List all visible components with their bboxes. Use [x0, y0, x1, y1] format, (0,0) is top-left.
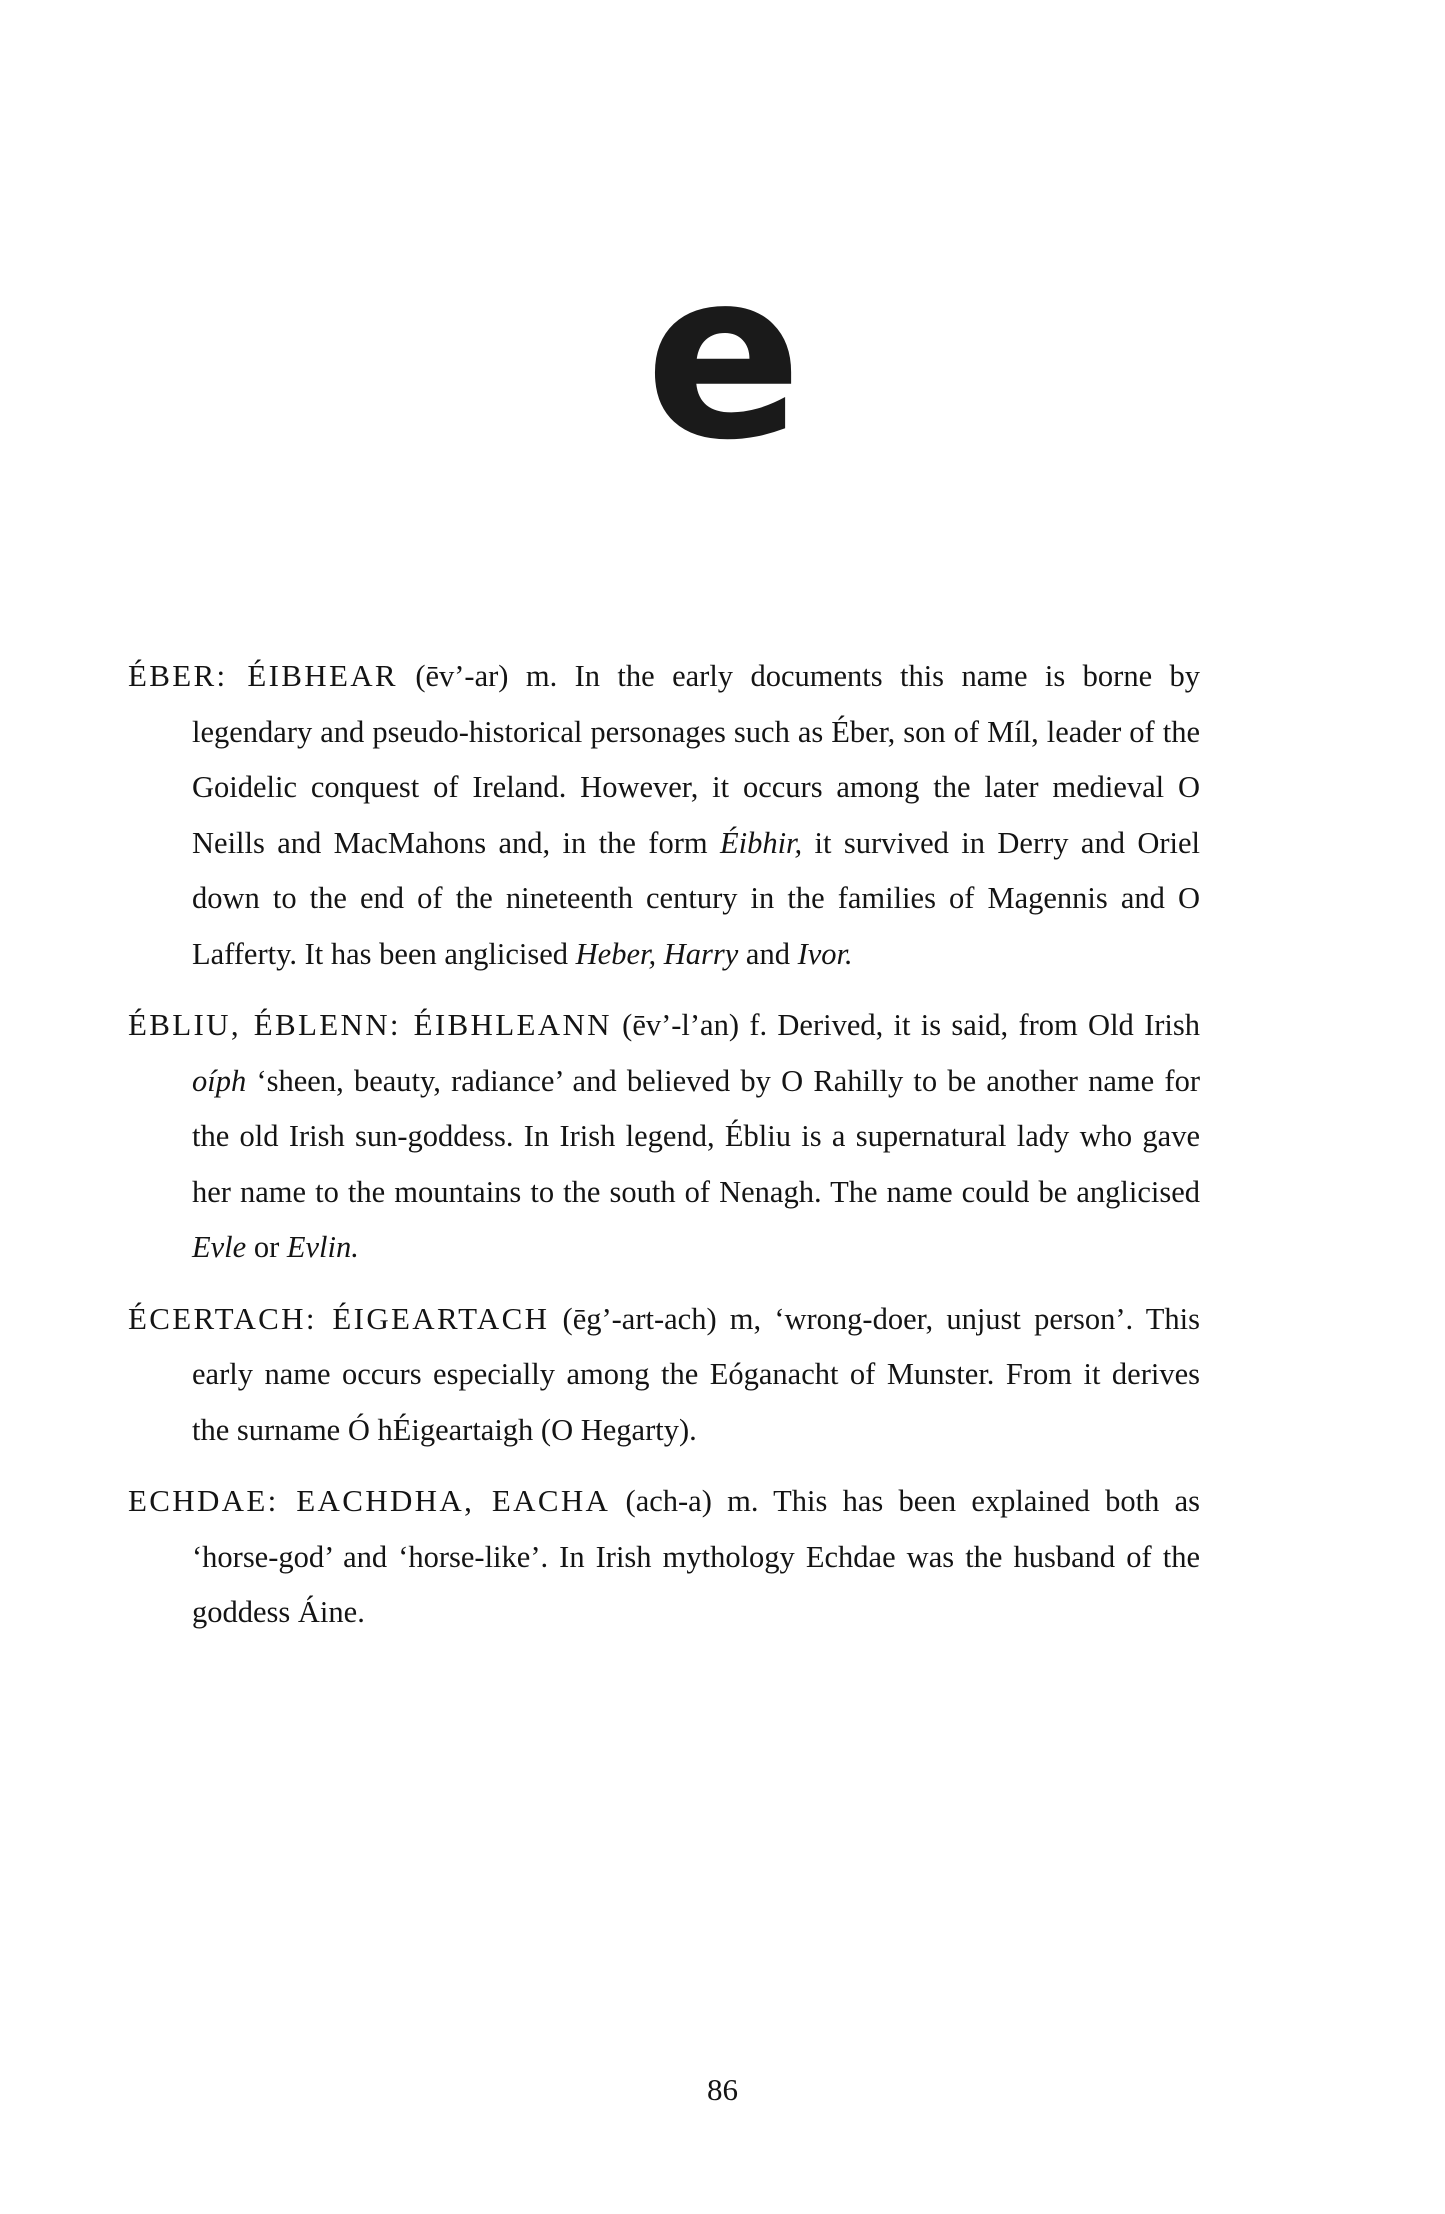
- entry-body-text: In the early documents this name is borne by legendary and pseudo-historical personages such as Éber, son of Míl, leader of the Goidelic conquest of Ireland. However, it occurs among the later medieval O Neills and MacMahons and, in the form: [192, 659, 1201, 860]
- entry-pronunciation: (ēg’-art-ach): [562, 1301, 717, 1336]
- entry-headword: ECHDAE: EACHDHA, EACHA: [128, 1483, 611, 1518]
- section-letter-heading: e: [644, 221, 801, 491]
- entry-body-text: or: [246, 1230, 287, 1264]
- entry-body-text: ‘sheen, beauty, radiance’ and believed by O Rahilly to be another name for the old Irish sun-goddess. In Irish legend, Ébliu is a supernatural lady who gave her name to the mountains to the south of Nenagh. The name could be anglicised: [192, 1063, 1200, 1209]
- entry-spacer: [717, 1302, 730, 1336]
- entry-spacer: [612, 1008, 622, 1042]
- entry-gender: m.: [525, 659, 558, 693]
- entry-headword: ÉCERTACH: ÉIGEARTACH: [128, 1300, 550, 1336]
- entry-spacer: [508, 659, 525, 693]
- entry-pronunciation: (ēv’-l’an): [622, 1008, 740, 1042]
- dictionary-entry: [128, 648, 1200, 982]
- entry-spacer: [610, 1484, 625, 1518]
- entry-body-text: ‘wrong-doer, unjust person’. This early name occurs especially among the Eóganacht of Munster. From it derives the surname Ó hÉigeartaigh (O Hegarty).: [192, 1301, 1201, 1447]
- entry-spacer: [739, 1008, 749, 1042]
- entry-italic-term: Evlin.: [286, 1230, 359, 1264]
- entry-body-text: it survived in Derry and Oriel down to the end of the nineteenth century in the families of Magennis and O Lafferty. It has been anglicised: [192, 825, 1200, 971]
- entry-gender: f.: [749, 1008, 768, 1042]
- entry-spacer: [712, 1484, 727, 1518]
- entry-italic-term: Evle: [192, 1230, 247, 1264]
- entry-pronunciation: (ēv’-ar): [415, 659, 509, 693]
- entry-gender: m.: [727, 1484, 759, 1518]
- entry-body-text: Derived, it is said, from Old Irish: [767, 1008, 1200, 1042]
- entry-italic-term: Heber, Harry: [575, 936, 739, 971]
- entry-headword: ÉBLIU, ÉBLENN: ÉIBHLEANN: [128, 1007, 612, 1042]
- dictionary-entry: [128, 997, 1200, 1276]
- entry-headword: ÉBER: ÉIBHEAR: [128, 658, 398, 693]
- entry-gender: m,: [729, 1301, 762, 1336]
- entry-italic-term: Éibhir,: [719, 825, 803, 860]
- entry-body-text: This has been explained both as ‘horse-god’ and ‘horse-like’. In Irish mythology Echdae was the husband of the goddess Áine.: [192, 1484, 1201, 1629]
- entry-spacer: [549, 1302, 562, 1336]
- entry-italic-term: oíph: [192, 1063, 247, 1098]
- entry-italic-term: Ivor.: [797, 936, 853, 971]
- page-number: 86: [707, 2072, 738, 2107]
- dictionary-entry: [128, 1473, 1200, 1641]
- entry-spacer: [398, 659, 415, 693]
- entry-body-text: and: [738, 936, 798, 971]
- entry-pronunciation: (ach-a): [625, 1484, 712, 1518]
- dictionary-entry: [128, 1291, 1200, 1459]
- dictionary-entry-list: [128, 648, 1200, 1641]
